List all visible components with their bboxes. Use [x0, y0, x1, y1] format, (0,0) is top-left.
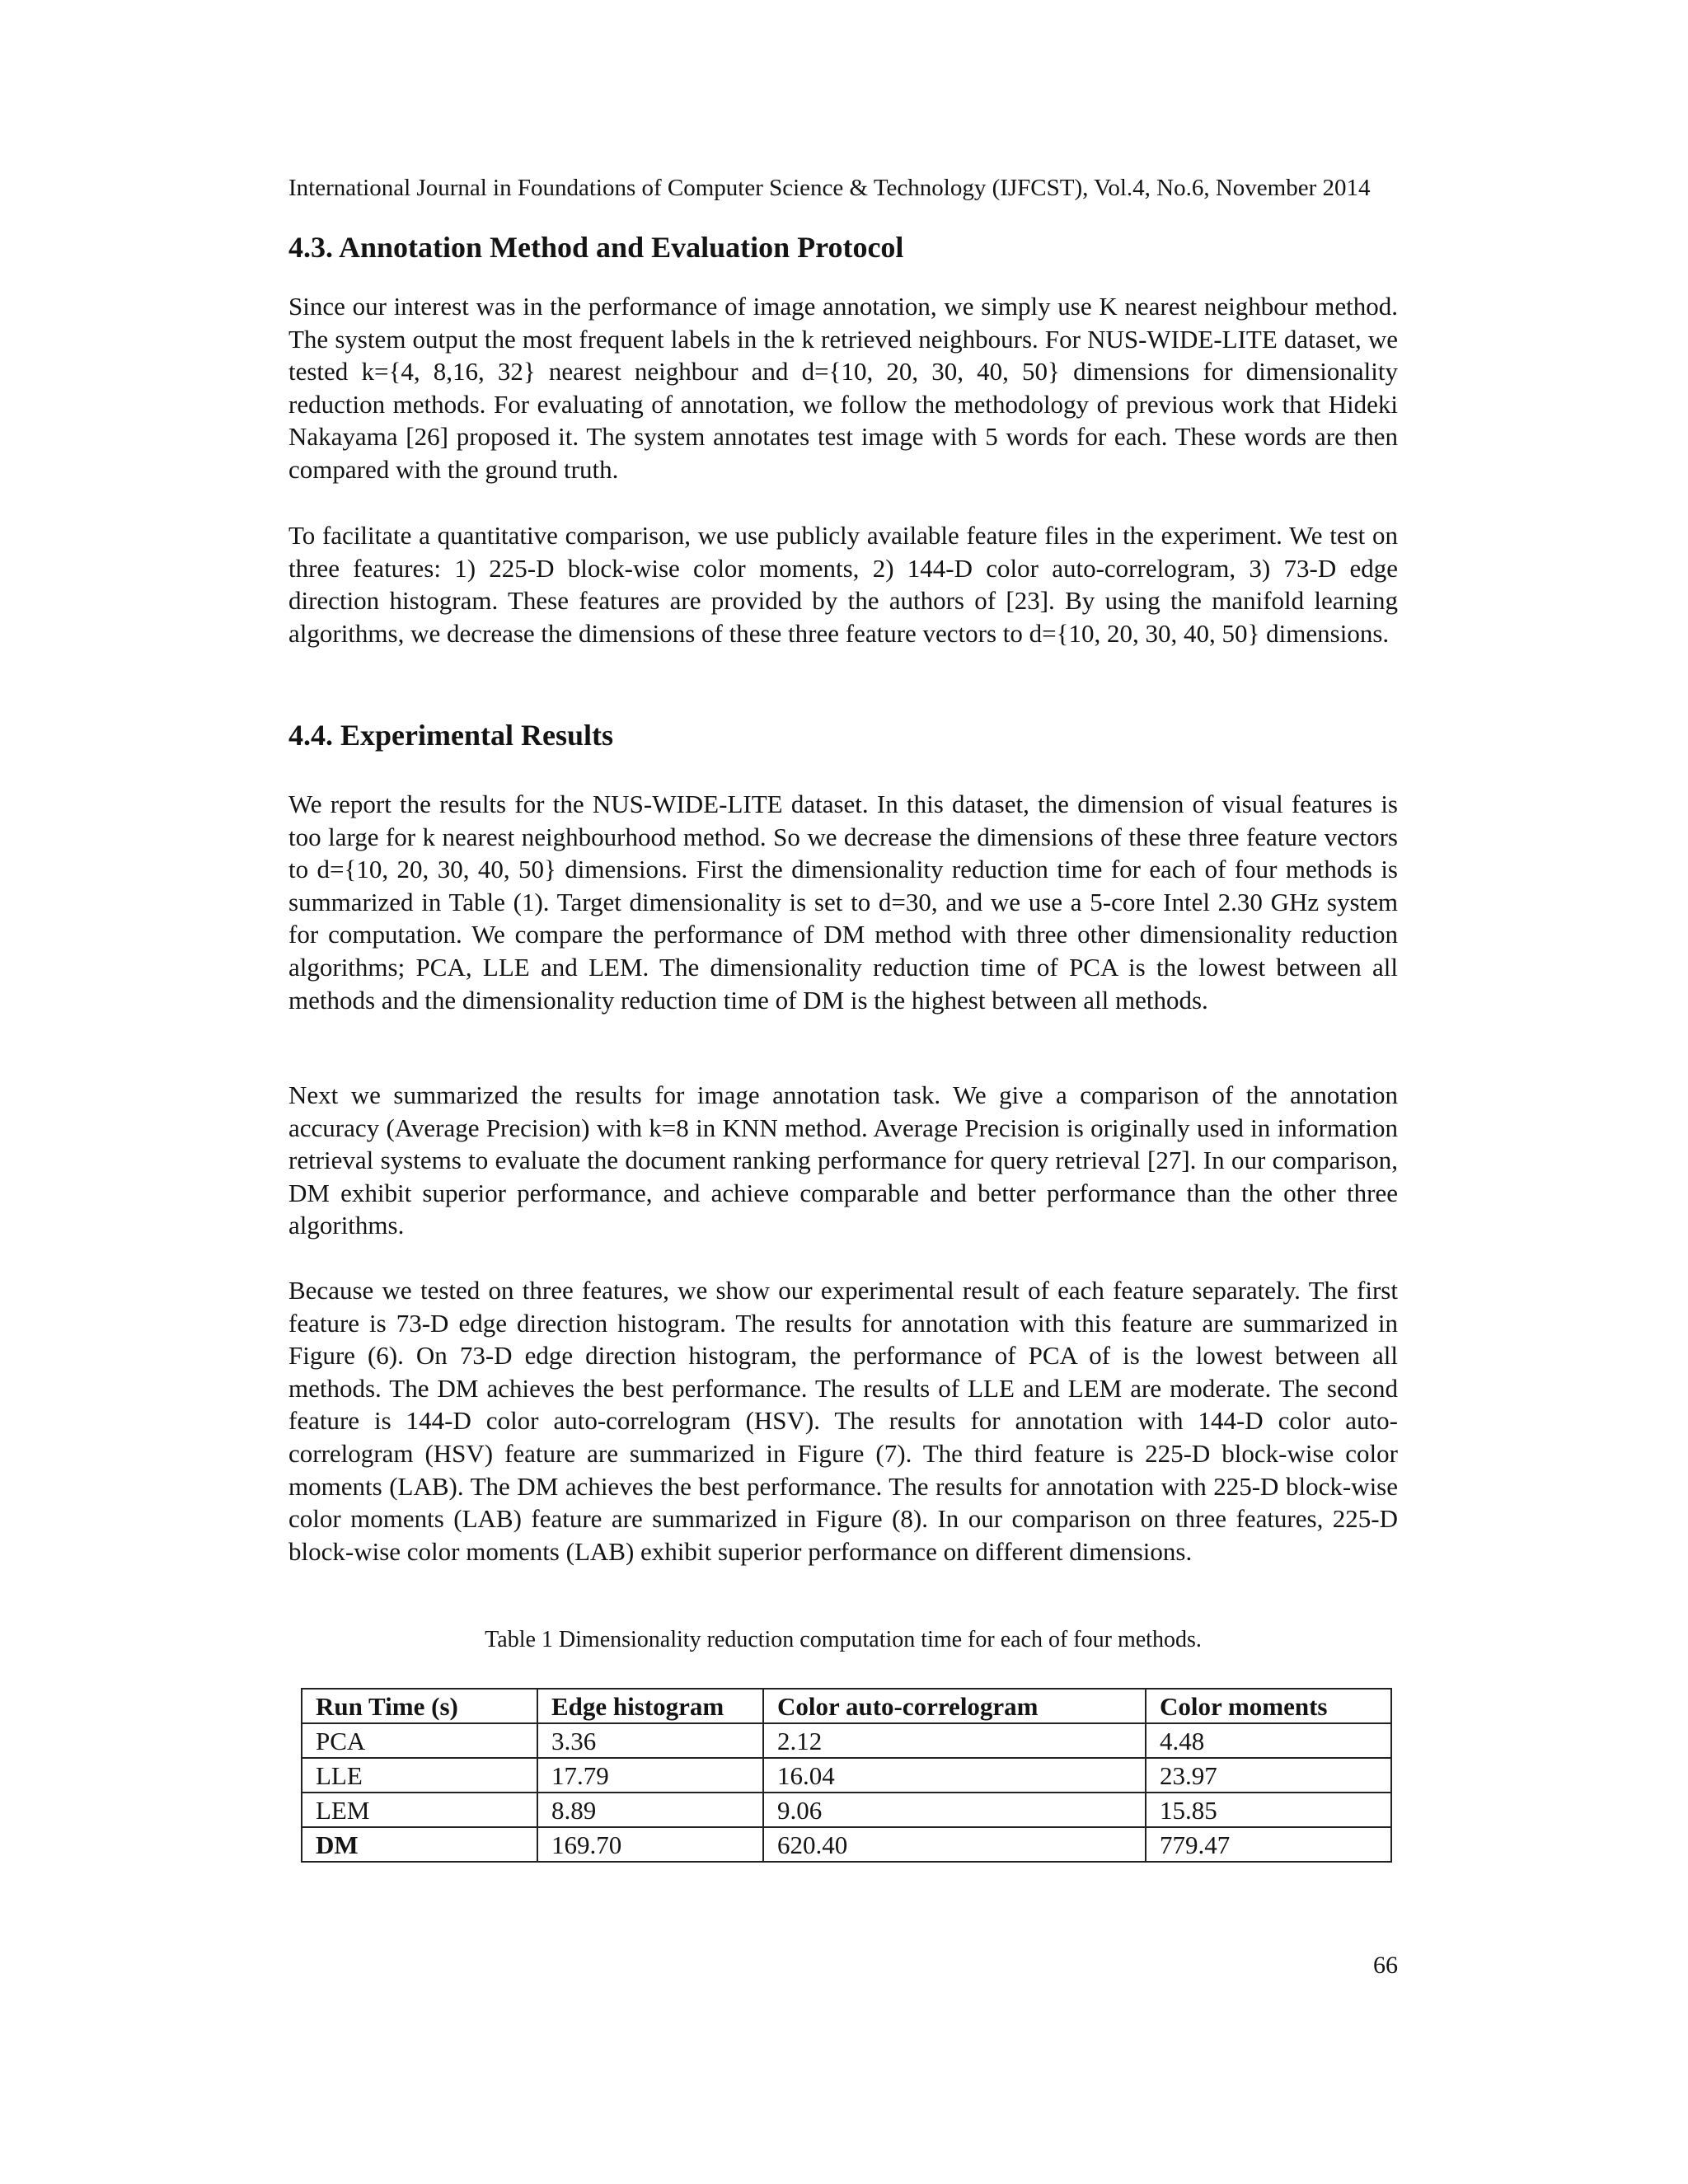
- paragraph-feature-files: To facilitate a quantitative comparison, we use publicly available feature files in the experiment. We test on three features: 1) 225-D block-wise color moments, 2) 144-D color auto-correlogram, 3) 73-D edge direction histogram. These features are provided by the authors of [23]. By using the manifold learning algorithms, we decrease the dimensions of these three feature vectors to d={10, 20, 30, 40, 50} dimensions.: [288, 521, 1398, 648]
- table-cell-method: LEM: [302, 1793, 537, 1827]
- table-cell: 620.40: [763, 1827, 1146, 1862]
- table-cell: 17.79: [537, 1758, 763, 1793]
- paragraph-annotation-method: Since our interest was in the performance of image annotation, we simply use K nearest neighbour method. The system output the most frequent labels in the k retrieved neighbours. For NUS-WIDE-LITE dataset, we tested k={4, 8,16, 32} nearest neighbour and d={10, 20, 30, 40, 50} dimensions for dimensionality reduction methods. For evaluating of annotation, we follow the methodology of previous work that Hideki Nakayama [26] proposed it. The system annotates test image with 5 words for each. These words are then compared with the ground truth.: [288, 292, 1398, 484]
- section-heading-4-4: 4.4. Experimental Results: [288, 719, 613, 752]
- table-cell-method: LLE: [302, 1758, 537, 1793]
- table-caption: Table 1 Dimensionality reduction computation time for each of four methods.: [485, 1627, 1202, 1652]
- table-header-cell: Color moments: [1146, 1689, 1391, 1723]
- running-header: International Journal in Foundations of Computer Science & Technology (IJFCST), Vol.4, No.6, November 2014: [288, 175, 1371, 201]
- table-cell: 4.48: [1146, 1723, 1391, 1758]
- table-header-row: [302, 1689, 1391, 1723]
- table-cell: 16.04: [763, 1758, 1146, 1793]
- section-heading-4-3: 4.3. Annotation Method and Evaluation Protocol: [288, 231, 904, 264]
- table-cell: 3.36: [537, 1723, 763, 1758]
- table-cell: 2.12: [763, 1723, 1146, 1758]
- table-cell-method: DM: [302, 1827, 537, 1862]
- table-cell: 169.70: [537, 1827, 763, 1862]
- table-cell: 9.06: [763, 1793, 1146, 1827]
- table-row: [302, 1758, 1391, 1793]
- table-row: [302, 1827, 1391, 1862]
- table-header-cell: Color auto-correlogram: [763, 1689, 1146, 1723]
- paragraph-results-dataset: We report the results for the NUS-WIDE-LITE dataset. In this dataset, the dimension of visual features is too large for k nearest neighbourhood method. So we decrease the dimensions of these three feature vectors to d={10, 20, 30, 40, 50} dimensions. First the dimensionality reduction time for each of four methods is summarized in Table (1). Target dimensionality is set to d=30, and we use a 5-core Intel 2.30 GHz system for computation. We compare the performance of DM method with three other dimensionality reduction algorithms; PCA, LLE and LEM. The dimensionality reduction time of PCA is the lowest between all methods and the dimensionality reduction time of DM is the highest between all methods.: [288, 790, 1398, 1015]
- table-cell: 779.47: [1146, 1827, 1391, 1862]
- table-row: [302, 1723, 1391, 1758]
- table-cell: 8.89: [537, 1793, 763, 1827]
- table-cell: 15.85: [1146, 1793, 1391, 1827]
- paragraph-annotation-task: Next we summarized the results for image annotation task. We give a comparison of the annotation accuracy (Average Precision) with k=8 in KNN method. Average Precision is originally used in information retrieval systems to evaluate the document ranking performance for query retrieval [27]. In our comparison, DM exhibit superior performance, and achieve comparable and better performance than the other three algorithms.: [288, 1080, 1398, 1240]
- paragraph-feature-comparison: Because we tested on three features, we show our experimental result of each feature separately. The first feature is 73-D edge direction histogram. The results for annotation with this feature are summarized in Figure (6). On 73-D edge direction histogram, the performance of PCA of is the lowest between all methods. The DM achieves the best performance. The results of LLE and LEM are moderate. The second feature is 144-D color auto-correlogram (HSV). The results for annotation with 144-D color auto-correlogram (HSV) feature are summarized in Figure (7). The third feature is 225-D block-wise color moments (LAB). The DM achieves the best performance. The results for annotation with 225-D block-wise color moments (LAB) feature are summarized in Figure (8). In our comparison on three features, 225-D block-wise color moments (LAB) exhibit superior performance on different dimensions.: [288, 1276, 1398, 1566]
- table-cell: 23.97: [1146, 1758, 1391, 1793]
- table-header-cell: Run Time (s): [302, 1689, 537, 1723]
- table-row: [302, 1793, 1391, 1827]
- table-cell-method: PCA: [302, 1723, 537, 1758]
- table-header-cell: Edge histogram: [537, 1689, 763, 1723]
- runtime-table: [301, 1688, 1392, 1863]
- page-number: 66: [1373, 1952, 1398, 1979]
